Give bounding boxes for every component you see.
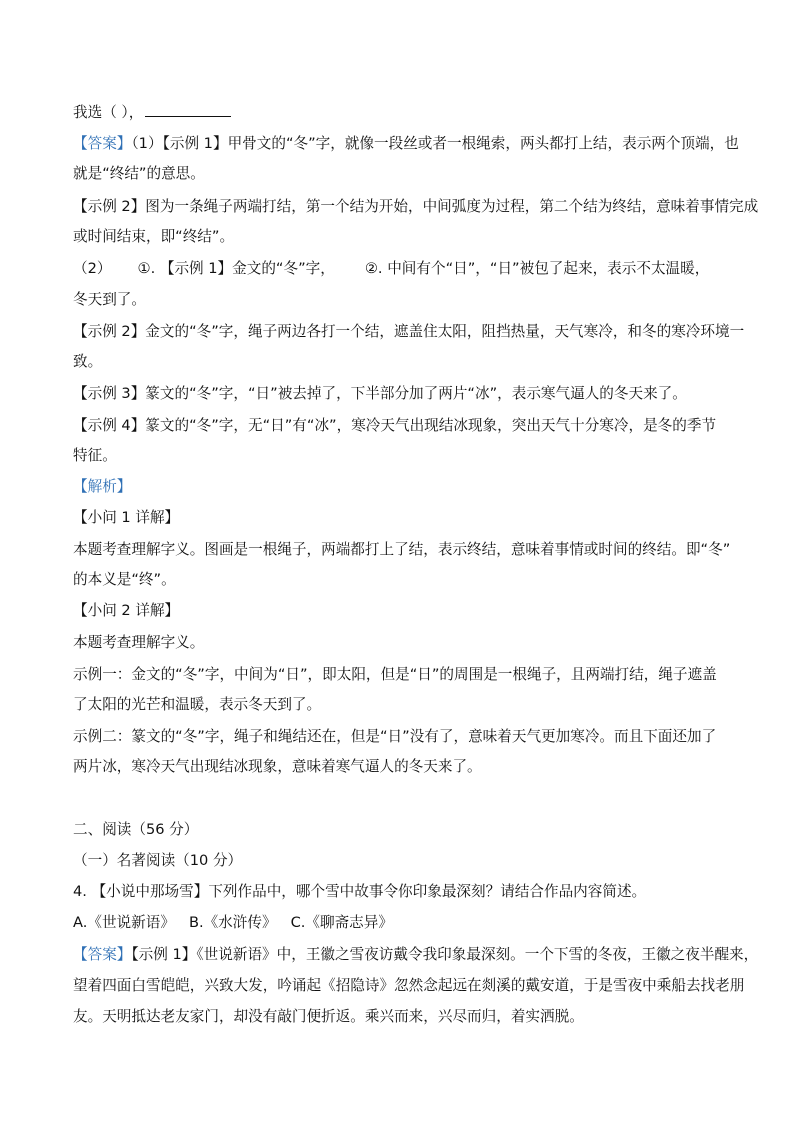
text-line: 本题考查理解字义。图画是一根绳子，两端都打上了结，表示终结，意味着事情或时间的终结。即“冬”: [73, 541, 731, 558]
options-line: [73, 913, 725, 933]
sub-heading: 【小问 2 详解】: [73, 602, 180, 619]
text-line: 望着四面白雪皑皑，兴致大发，吟诵起《招隐诗》忽然念起远在剡溪的戴安道，于是雪夜中乘船去找老朋: [73, 977, 745, 994]
analysis-tag: 【解析】: [73, 478, 132, 495]
section-heading: 二、阅读（56 分）: [73, 821, 199, 838]
text-line: 了太阳的光芒和温暖，表示冬天到了。: [73, 696, 322, 713]
answer-line: 【答案】（1）【示例 1】甲骨文的“冬”字，就像一段丝或者一根绳索，两头都打上结，表示两个顶端，也: [73, 135, 739, 152]
text-line: 【示例 3】篆文的“冬”字，“日”被去掉了，下半部分加了两片“冰”，表示寒气逼人的冬天来了。: [73, 385, 687, 402]
answer-tag: 【答案】: [73, 135, 132, 152]
text-line: 就是“终结”的意思。: [73, 165, 205, 182]
text-line: 致。: [73, 353, 103, 370]
text-line: 示例二：篆文的“冬”字，绳子和绳结还在，但是“日”没有了，意味着天气更加寒冷。而且下面还加了: [73, 728, 717, 745]
answer-tag: 【答案】: [73, 946, 132, 963]
sub-heading: 【小问 1 详解】: [73, 509, 180, 526]
analysis-heading: [73, 477, 725, 497]
text-line: 【示例 2】图为一条绳子两端打结，第一个结为开始，中间弧度为过程，第二个结为终结，意味着事情完成: [73, 198, 759, 215]
text-line: 本题考查理解字义。: [73, 634, 205, 651]
text-line: 的本义是“终”。: [73, 571, 176, 588]
prompt-text: 我选（ ），: [73, 104, 144, 121]
option-b: B.《水浒传》: [188, 914, 277, 931]
question-4: 4. 【小说中那场雪】下列作品中，哪个雪中故事令你印象最深刻？请结合作品内容简述。: [73, 883, 647, 900]
text-line: 两片冰，寒冷天气出现结冰现象，意味着寒气逼人的冬天来了。: [73, 758, 482, 775]
text-line: 【示例 4】篆文的“冬”字，无“日”有“冰”，寒冷天气出现结冰现象，突出天气十分寒冷，是冬的季节: [73, 417, 717, 434]
subsection-heading: （一）名著阅读（10 分）: [73, 852, 243, 869]
text-line: 特征。: [73, 447, 117, 464]
text-line: 友。天明抵达老友家门，却没有敲门便折返。乘兴而来，兴尽而归，着实洒脱。: [73, 1008, 584, 1025]
text-line: 示例一：金文的“冬”字，中间为“日”，即太阳，但是“日”的周围是一根绳子，且两端打结，绳子遮盖: [73, 666, 717, 683]
text-line: 冬天到了。: [73, 291, 146, 308]
answer-line: 【答案】【示例 1】《世说新语》中，王徽之雪夜访戴令我印象最深刻。一个下雪的冬夜，王徽之夜半醒来，: [73, 946, 759, 963]
answer-prompt-line: [73, 102, 725, 123]
text-line: 【示例 2】金文的“冬”字，绳子两边各打一个结，遮盖住太阳，阻挡热量，天气寒冷，和冬的寒冷环境一: [73, 323, 745, 340]
answer-blank[interactable]: [145, 102, 231, 117]
option-a: A.《世说新语》: [73, 914, 175, 931]
option-c: C.《聊斋志异》: [290, 914, 393, 931]
sub-question-line: （2） ①. 【示例 1】金文的“冬”字， ②. 中间有个“日”，“日”被包了起来，表示不太温暖，: [73, 260, 710, 277]
text-line: 或时间结束，即“终结”。: [73, 228, 235, 245]
